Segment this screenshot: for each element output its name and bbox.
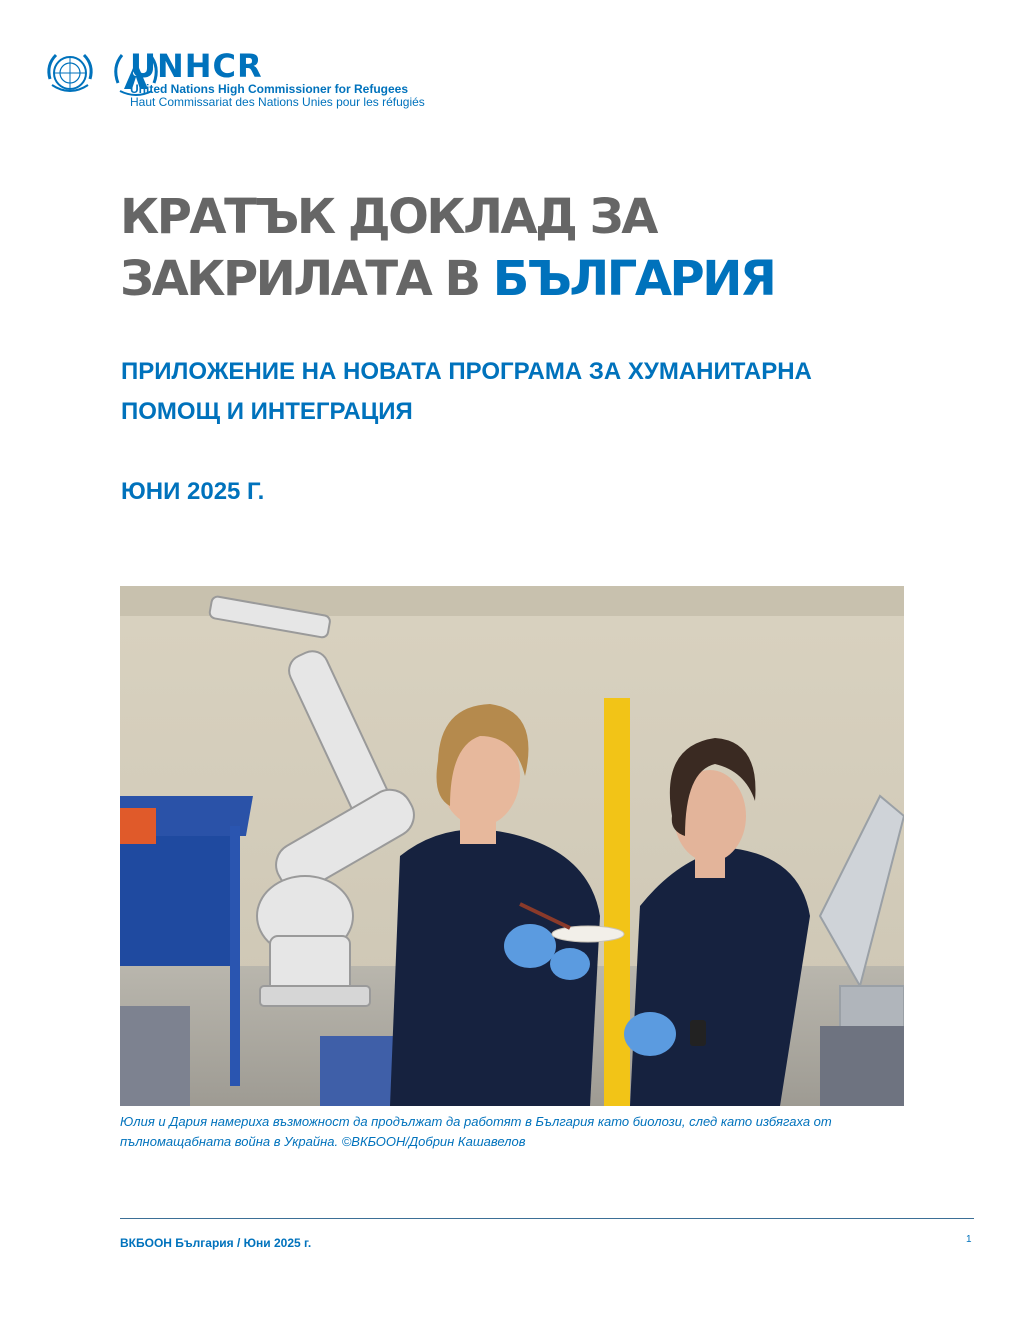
yellow-pole xyxy=(604,698,630,1106)
page-number: 1 xyxy=(966,1234,972,1245)
un-emblem-icon xyxy=(42,49,98,99)
report-date: ЮНИ 2025 Г. xyxy=(121,478,265,505)
subtitle-line2: ПОМОЩ И ИНТЕГРАЦИЯ xyxy=(121,398,413,425)
footer-divider xyxy=(120,1218,974,1219)
title-line2-accent: БЪЛГАРИЯ xyxy=(492,251,775,307)
blue-machine xyxy=(120,796,253,1106)
caption-line2: пълномащабната война в Украйна. ©ВКБООН/Добрин Кашавелов xyxy=(120,1134,526,1149)
caption-line1: Юлия и Дария намериха възможност да продължат да работят в България като биолози, след като избягаха от xyxy=(120,1114,832,1129)
logo-subtitle-fr: Haut Commissariat des Nations Unies pour les réfugiés xyxy=(130,95,425,109)
title-line2-prefix: ЗАКРИЛАТА В xyxy=(120,251,493,307)
logo-wordmark: UNHCR xyxy=(130,47,263,85)
cover-photo xyxy=(120,586,904,1106)
title-line1: КРАТЪК ДОКЛАД ЗА xyxy=(120,189,656,245)
lab-photo-illustration xyxy=(120,586,904,1106)
logo-text xyxy=(130,47,425,109)
subtitle-line1: ПРИЛОЖЕНИЕ НА НОВАТА ПРОГРАМА ЗА ХУМАНИТАРНА xyxy=(121,358,812,385)
footer-text: ВКБООН България / Юни 2025 г. xyxy=(120,1236,312,1250)
crate xyxy=(820,1026,904,1106)
photo-caption xyxy=(120,1112,950,1152)
logo-subtitle-en: United Nations High Commissioner for Refugees xyxy=(130,82,409,96)
report-subtitle xyxy=(121,352,961,432)
report-title xyxy=(120,186,774,310)
